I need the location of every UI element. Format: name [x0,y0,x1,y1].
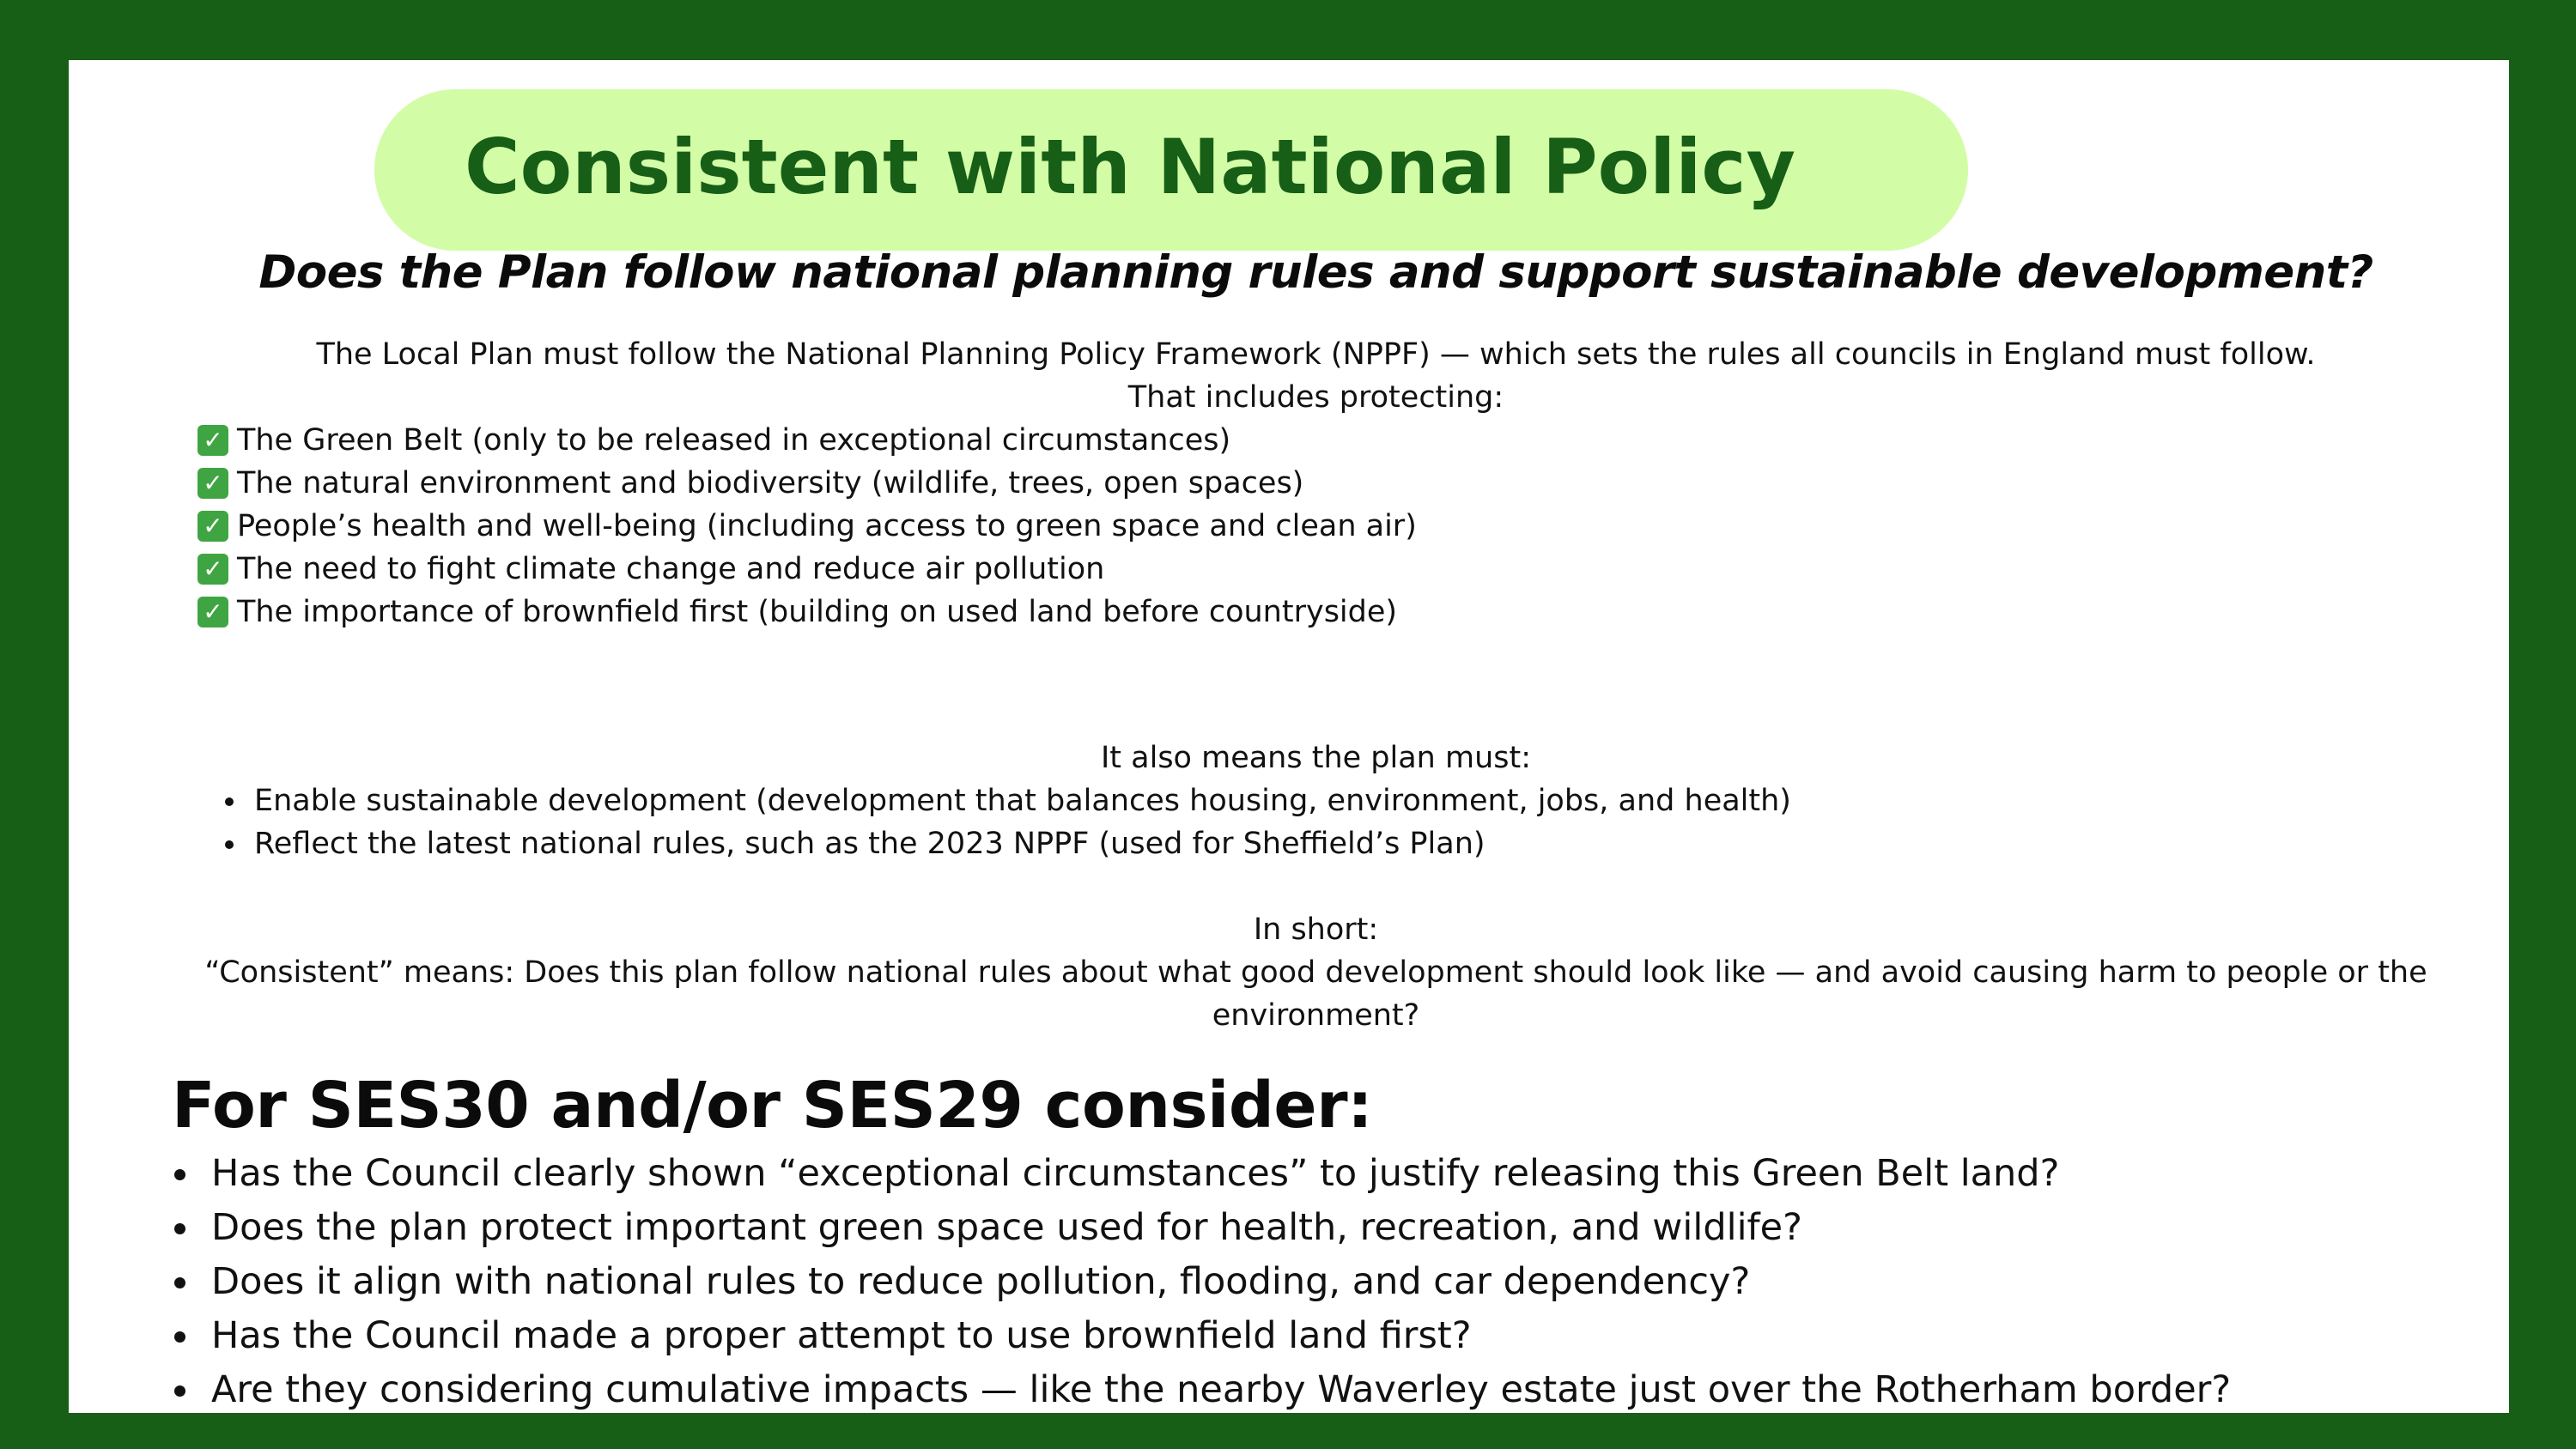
protections-checklist [197,419,1417,634]
checklist-item [197,505,1417,548]
checklist-item-text: People’s health and well-being (including access to green space and clean air) [237,509,1417,543]
checklist-item-text: The importance of brownfield first (building on used land before countryside) [237,595,1398,629]
in-short-line-1: “Consistent” means: Does this plan follow national rules about what good development should look like — and avoid causing harm to people or the [204,955,2427,990]
content-panel [69,60,2509,1413]
page-subtitle: Does the Plan follow national planning rules and support sustainable development? [258,246,2373,299]
check-mark-icon: ✓ [197,468,228,499]
list-item: Has the Council made a proper attempt to use brownfield land first? [172,1309,2231,1363]
check-mark-icon: ✓ [197,425,228,456]
consider-heading: For SES30 and/or SES29 consider: [172,1069,1373,1143]
checklist-item [197,462,1417,505]
checklist-item [197,548,1417,591]
checklist-item-text: The Green Belt (only to be released in exceptional circumstances) [237,423,1231,458]
checklist-item-text: The need to fight climate change and reduce air pollution [237,552,1105,586]
page-title: Consistent with National Policy [465,123,1795,211]
list-item: Reflect the latest national rules, such as the 2023 NPPF (used for Sheffield’s Plan) [220,822,1791,865]
check-mark-icon: ✓ [197,597,228,627]
list-item: Are they considering cumulative impacts — like the nearby Waverley estate just over the Rotherham border? [172,1363,2231,1417]
must-list [220,779,1791,865]
intro-line-1: The Local Plan must follow the National Planning Policy Framework (NPPF) — which sets the rules all councils in England must follow. [316,337,2316,372]
intro-line-2: That includes protecting: [1127,380,1504,415]
in-short-heading: In short: [1253,912,1379,947]
title-banner [374,89,1968,251]
checklist-item [197,591,1417,634]
checklist-item [197,419,1417,462]
list-item: Enable sustainable development (development that balances housing, environment, jobs, and health) [220,779,1791,822]
in-short-section [69,908,2563,1037]
list-item: Has the Council clearly shown “exceptional circumstances” to justify releasing this Green Belt land? [172,1147,2231,1201]
must-heading: It also means the plan must: [1100,741,1532,775]
intro-text [69,333,2563,419]
check-mark-icon: ✓ [197,554,228,585]
checklist-item-text: The natural environment and biodiversity (wildlife, trees, open spaces) [237,466,1304,500]
list-item: Does it align with national rules to reduce pollution, flooding, and car dependency? [172,1255,2231,1309]
list-item: Does the plan protect important green space used for health, recreation, and wildlife? [172,1201,2231,1255]
check-mark-icon: ✓ [197,511,228,542]
in-short-line-2: environment? [1212,998,1420,1033]
consider-list [172,1147,2231,1417]
